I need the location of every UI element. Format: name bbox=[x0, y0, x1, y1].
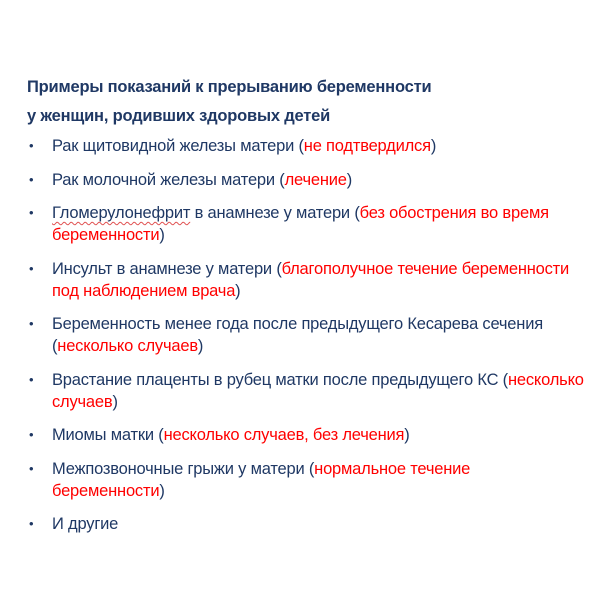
item-note: несколько случаев bbox=[52, 370, 584, 411]
item-text: Миомы матки ( bbox=[52, 426, 164, 444]
bullet-icon: • bbox=[29, 371, 34, 387]
list-item bbox=[27, 258, 587, 302]
bullet-icon: • bbox=[29, 171, 34, 187]
bullet-icon: • bbox=[29, 205, 34, 220]
item-close: ) bbox=[112, 392, 118, 411]
item-note: без обострения во время беременности bbox=[52, 204, 549, 244]
item-text: Инсульт в анамнезе у матери ( bbox=[52, 259, 282, 278]
item-close: ) bbox=[346, 170, 353, 189]
item-text: в анамнезе у матери ( bbox=[190, 204, 360, 222]
title-line-2: у женщин, родивших здоровых детей bbox=[27, 107, 331, 125]
indications-list bbox=[27, 135, 587, 547]
item-close: ) bbox=[235, 281, 241, 300]
list-item bbox=[27, 513, 587, 535]
bullet-icon: • bbox=[29, 316, 34, 331]
item-note: несколько случаев, без лечения bbox=[163, 426, 405, 444]
item-close: ) bbox=[404, 426, 410, 444]
item-note: лечение bbox=[284, 170, 347, 189]
bullet-icon: • bbox=[29, 427, 34, 442]
item-close: ) bbox=[159, 226, 165, 244]
title-line-1: Примеры показаний к прерыванию беременности bbox=[27, 78, 432, 96]
item-note: благополучное течение беременности под наблюдением врача bbox=[52, 259, 570, 300]
item-close: ) bbox=[197, 337, 204, 355]
list-item bbox=[27, 202, 587, 246]
item-text: Рак щитовидной железы матери ( bbox=[52, 137, 304, 155]
list-item bbox=[27, 458, 587, 502]
item-note: нормальное течение беременности bbox=[52, 459, 471, 500]
list-item bbox=[27, 369, 587, 413]
item-text: Врастание плаценты в рубец матки после предыдущего КС ( bbox=[52, 370, 508, 389]
list-item bbox=[27, 313, 587, 357]
item-close: ) bbox=[159, 481, 165, 500]
item-note: не подтвердился bbox=[303, 137, 431, 155]
bullet-icon: • bbox=[29, 138, 34, 153]
list-item bbox=[27, 424, 587, 446]
item-text: Беременность менее года после предыдущего Кесарева сечения ( bbox=[52, 315, 543, 355]
item-note: несколько случаев bbox=[57, 337, 198, 355]
item-close: ) bbox=[430, 137, 437, 155]
item-text: И другие bbox=[52, 515, 119, 533]
list-item bbox=[27, 169, 587, 191]
bullet-icon: • bbox=[29, 516, 34, 531]
item-text: Рак молочной железы матери ( bbox=[52, 170, 285, 189]
item-text-misspelled: Гломерулонефрит bbox=[52, 204, 191, 222]
list-item bbox=[27, 135, 587, 157]
bullet-icon: • bbox=[29, 260, 34, 276]
item-text: Межпозвоночные грыжи у матери ( bbox=[52, 459, 315, 478]
bullet-icon: • bbox=[29, 460, 34, 476]
slide-title bbox=[27, 73, 587, 131]
